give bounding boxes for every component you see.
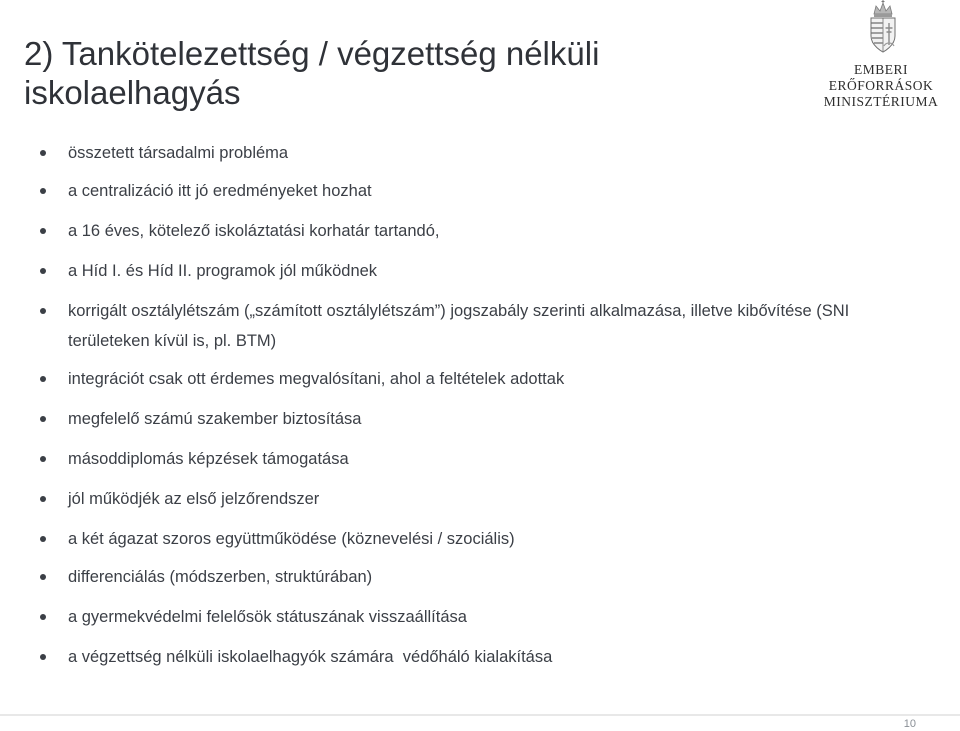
bullet-text: a két ágazat szoros együttműködése (köznevelési / szociális) xyxy=(68,530,515,548)
bullet-item xyxy=(40,642,930,672)
ministry-logo xyxy=(806,0,956,109)
bullet-text: korrigált osztálylétszám („számított osztálylétszám”) jogszabály szerinti alkalmazása, illetve kibővítése (SNI területeken kívül is, pl. BTM) xyxy=(68,302,854,350)
bullet-dot-icon xyxy=(40,416,46,422)
bullet-item xyxy=(40,176,930,206)
bullet-item xyxy=(40,444,930,474)
bullet-item xyxy=(40,364,930,394)
bullet-dot-icon xyxy=(40,150,46,156)
bullet-item xyxy=(40,296,930,356)
hungarian-coat-of-arms-icon xyxy=(863,0,903,58)
bullet-text: másoddiplomás képzések támogatása xyxy=(68,450,349,468)
bullet-dot-icon xyxy=(40,228,46,234)
bullet-dot-icon xyxy=(40,188,46,194)
bullet-dot-icon xyxy=(40,496,46,502)
slide-title-line-1: 2) Tankötelezettség / végzettség nélküli xyxy=(24,35,600,72)
bullet-text: a centralizáció itt jó eredményeket hozhat xyxy=(68,182,372,200)
bullet-item xyxy=(40,524,930,554)
bullet-item xyxy=(40,256,930,286)
bullet-dot-icon xyxy=(40,536,46,542)
bullet-dot-icon xyxy=(40,376,46,382)
ministry-name-line-2: MINISZTÉRIUMA xyxy=(823,94,939,109)
bullet-item xyxy=(40,484,930,514)
ministry-name-line-1: EMBERI ERŐFORRÁSOK xyxy=(828,62,934,93)
bullet-dot-icon xyxy=(40,456,46,462)
bullet-text: a gyermekvédelmi felelősök státuszának visszaállítása xyxy=(68,608,467,626)
bullet-dot-icon xyxy=(40,308,46,314)
bullet-text: összetett társadalmi probléma xyxy=(68,144,289,162)
bullet-text: a végzettség nélküli iskolaelhagyók számára védőháló kialakítása xyxy=(68,648,553,666)
slide-title xyxy=(24,34,744,112)
footer-divider xyxy=(0,714,960,716)
slide-title-line-2: iskolaelhagyás xyxy=(24,74,241,111)
bullet-dot-icon xyxy=(40,654,46,660)
bullet-item xyxy=(40,138,930,168)
bullet-text: megfelelő számú szakember biztosítása xyxy=(68,410,362,428)
bullet-item xyxy=(40,216,930,246)
bullet-text: jól működjék az első jelzőrendszer xyxy=(68,490,320,508)
bullet-dot-icon xyxy=(40,268,46,274)
bullet-text: a 16 éves, kötelező iskoláztatási korhatár tartandó, xyxy=(68,222,440,240)
bullet-item xyxy=(40,562,930,592)
bullet-item xyxy=(40,602,930,632)
bullet-text: integrációt csak ott érdemes megvalósítani, ahol a feltételek adottak xyxy=(68,370,565,388)
page-number: 10 xyxy=(903,718,916,730)
bullet-item xyxy=(40,404,930,434)
bullet-dot-icon xyxy=(40,614,46,620)
ministry-name xyxy=(806,62,956,110)
bullet-text: a Híd I. és Híd II. programok jól működnek xyxy=(68,262,378,280)
bullet-text: differenciálás (módszerben, struktúrában) xyxy=(68,568,373,586)
bullet-dot-icon xyxy=(40,574,46,580)
